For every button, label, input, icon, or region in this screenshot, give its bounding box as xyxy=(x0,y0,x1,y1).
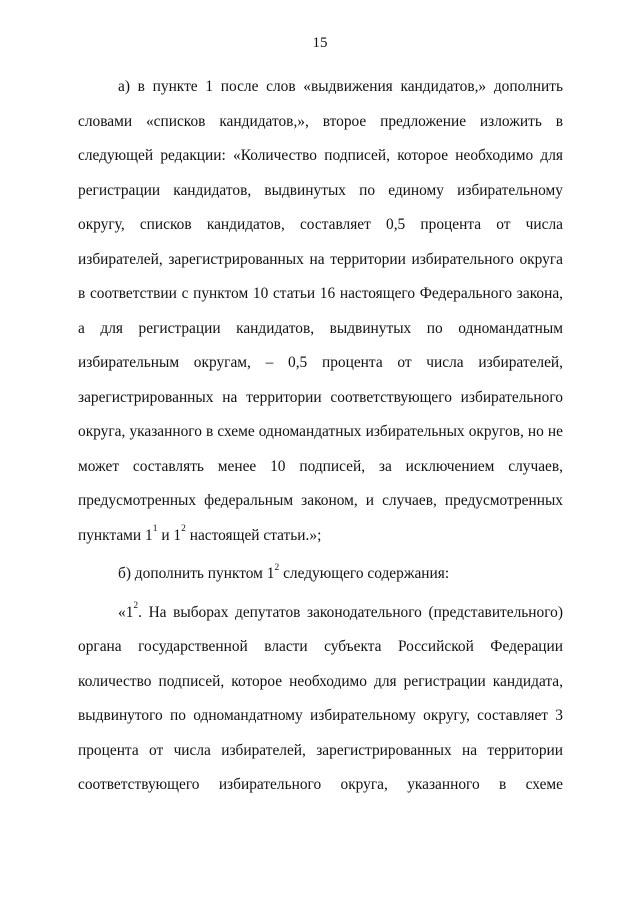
document-body xyxy=(78,70,563,803)
paragraph-b xyxy=(78,557,563,592)
page-number: 15 xyxy=(312,35,328,51)
paragraph-a-text-3: настоящей статьи.»; xyxy=(185,526,322,544)
paragraph-a-superscript-2: 2 xyxy=(181,524,186,535)
paragraph-c-text-1: «1 xyxy=(118,603,134,621)
paragraph-a-superscript-1: 1 xyxy=(152,524,158,535)
paragraph-a xyxy=(78,70,563,553)
paragraph-c-text-2: . На выборах депутатов законодательного (представительного) органа государственной власти субъекта Российской Федерации количество подписей, которое необходимо для регистрации кандидата, выдвинутого по одномандатному избирательному округу, составляет 3 процента от числа избирателей, зарегистрированных на территории соответствующего избирательного округа, указанного в схеме xyxy=(78,603,563,793)
paragraph-b-text-1: б) дополнить пунктом 1 xyxy=(118,565,275,582)
paragraph-b-text-2: следующего содержания: xyxy=(279,565,450,582)
paragraph-c-superscript: 2 xyxy=(133,601,139,612)
paragraph-b-superscript: 2 xyxy=(274,562,280,573)
paragraph-a-text-2: и 1 xyxy=(157,526,182,544)
paragraph-a-text-1: а) в пункте 1 после слов «выдвижения кандидатов,» дополнить словами «списков кандидатов,», второе предложение изложить в следующей редакции: «Количество подписей, которое необходимо для регистрации кандидатов, выдвинутых по единому избирательному округу, списков кандидатов, составляет 0,5 процента от числа избирателей, зарегистрированных на территории избирательного округа в соответствии с пунктом 10 статьи 16 настоящего Федерального закона, а для регистрации кандидатов, выдвинутых по одномандатным избирательным округам, – 0,5 процента от числа избирателей, зарегистрированных на территории соответствующего избирательного округа, указанного в схеме одномандатных избирательных округов, но не может составлять менее 10 подписей, за исключением случаев, предусмотренных федеральным законом, и случаев, предусмотренных пунктами 1 xyxy=(78,78,563,544)
paragraph-c xyxy=(78,596,563,803)
